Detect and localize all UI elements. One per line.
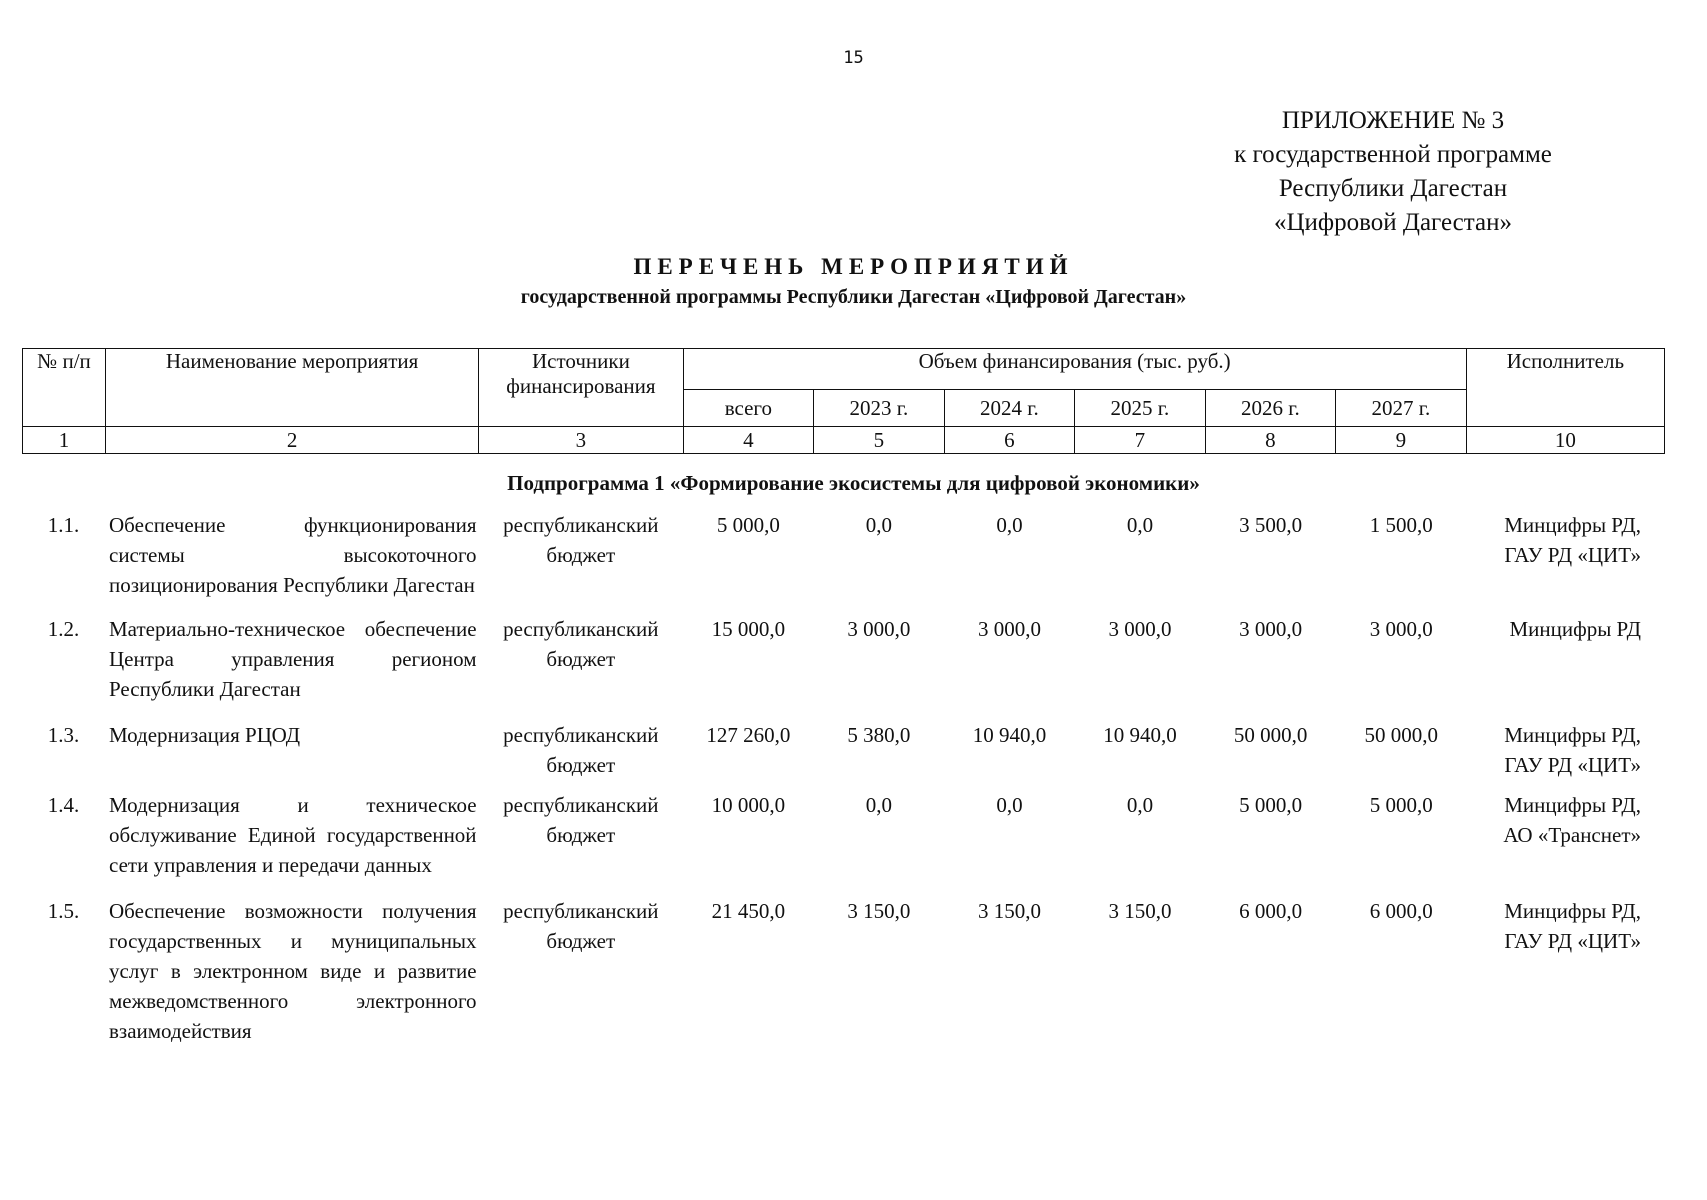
amount-2026: 3 000,0	[1239, 617, 1303, 641]
table-row	[22, 790, 1665, 896]
measure-name: Материально-техническое обеспечение Центра управления регионом Республики Дагестан	[109, 617, 477, 701]
executor: Минцифры РД, ГАУ РД «ЦИТ»	[1504, 899, 1641, 953]
column-number: 5	[814, 427, 945, 454]
amount-2025: 0,0	[1126, 513, 1154, 537]
header-table	[22, 348, 1665, 454]
table-row	[22, 720, 1665, 790]
amount-2027: 6 000,0	[1369, 899, 1433, 923]
appendix-line: к государственной программе	[1234, 141, 1552, 168]
header-num: № п/п	[23, 349, 106, 427]
measures-table	[22, 510, 1665, 1046]
amount-2027: 5 000,0	[1369, 793, 1433, 817]
page-number: 15	[843, 48, 864, 68]
row-number: 1.3.	[47, 723, 80, 747]
funding-source: республиканский бюджет	[503, 723, 659, 777]
amount-total: 10 000,0	[711, 793, 786, 817]
amount-2026: 5 000,0	[1239, 793, 1303, 817]
measure-name: Модернизация и техническое обслуживание Единой государственной сети управления и передачи данных	[109, 793, 477, 877]
row-number: 1.2.	[47, 617, 80, 641]
amount-2023: 0,0	[865, 793, 893, 817]
column-number: 3	[479, 427, 683, 454]
table-row	[22, 896, 1665, 1046]
appendix-block	[1183, 104, 1603, 240]
amount-2025: 10 940,0	[1103, 723, 1177, 747]
header-name: Наименование мероприятия	[105, 349, 478, 427]
table-row	[22, 614, 1665, 720]
header-year: 2023 г.	[814, 390, 945, 427]
header-year: 2027 г.	[1336, 390, 1467, 427]
executor: Минцифры РД, ГАУ РД «ЦИТ»	[1504, 723, 1641, 777]
executor: Минцифры РД	[1509, 617, 1641, 641]
header-total: всего	[683, 390, 814, 427]
amount-total: 5 000,0	[716, 513, 780, 537]
document-title: ПЕРЕЧЕНЬ МЕРОПРИЯТИЙ	[633, 254, 1074, 279]
amount-2027: 1 500,0	[1369, 513, 1433, 537]
column-number: 2	[105, 427, 478, 454]
executor: Минцифры РД, АО «Транснет»	[1503, 793, 1641, 847]
column-number: 7	[1075, 427, 1206, 454]
amount-2023: 3 150,0	[847, 899, 911, 923]
subprogram-heading: Подпрограмма 1 «Формирование экосистемы для цифровой экономики»	[507, 471, 1200, 495]
measure-name: Модернизация РЦОД	[109, 723, 301, 747]
header-volume: Объем финансирования (тыс. руб.)	[683, 349, 1466, 390]
amount-2023: 3 000,0	[847, 617, 911, 641]
row-number: 1.1.	[47, 513, 80, 537]
column-number: 4	[683, 427, 814, 454]
amount-total: 21 450,0	[711, 899, 786, 923]
measure-name: Обеспечение возможности получения государственных и муниципальных услуг в электронном виде и развитие межведомственного электронного взаимодействия	[109, 899, 477, 1043]
amount-2024: 0,0	[996, 513, 1023, 537]
executor: Минцифры РД, ГАУ РД «ЦИТ»	[1504, 513, 1641, 567]
amount-total: 15 000,0	[711, 617, 786, 641]
appendix-line: Республики Дагестан	[1278, 175, 1508, 202]
header-source: Источники финансирования	[479, 349, 683, 427]
header-year: 2024 г.	[944, 390, 1075, 427]
header-executor: Исполнитель	[1466, 349, 1664, 427]
amount-2025: 3 000,0	[1108, 617, 1172, 641]
amount-2024: 3 150,0	[977, 899, 1041, 923]
amount-2024: 3 000,0	[977, 617, 1041, 641]
funding-source: республиканский бюджет	[503, 617, 659, 671]
row-number: 1.4.	[47, 793, 80, 817]
amount-2026: 3 500,0	[1239, 513, 1303, 537]
amount-2027: 50 000,0	[1364, 723, 1438, 747]
funding-source: республиканский бюджет	[503, 513, 659, 567]
appendix-line: ПРИЛОЖЕНИЕ № 3	[1281, 107, 1505, 134]
amount-2023: 0,0	[865, 513, 893, 537]
column-number: 10	[1466, 427, 1664, 454]
header-year: 2026 г.	[1205, 390, 1336, 427]
amount-2023: 5 380,0	[847, 723, 911, 747]
amount-2025: 3 150,0	[1108, 899, 1172, 923]
column-number: 9	[1336, 427, 1467, 454]
amount-2026: 50 000,0	[1233, 723, 1308, 747]
amount-2026: 6 000,0	[1239, 899, 1303, 923]
amount-total: 127 260,0	[706, 723, 791, 747]
column-number: 1	[23, 427, 106, 454]
appendix-line: «Цифровой Дагестан»	[1274, 209, 1512, 236]
amount-2027: 3 000,0	[1369, 617, 1433, 641]
funding-source: республиканский бюджет	[503, 899, 659, 953]
row-number: 1.5.	[47, 899, 80, 923]
measure-name: Обеспечение функционирования системы высокоточного позиционирования Республики Дагестан	[109, 513, 477, 597]
amount-2024: 10 940,0	[972, 723, 1047, 747]
column-number: 6	[944, 427, 1075, 454]
document-subtitle: государственной программы Республики Дагестан «Цифровой Дагестан»	[520, 286, 1187, 308]
amount-2024: 0,0	[996, 793, 1023, 817]
table-row	[22, 510, 1665, 614]
funding-source: республиканский бюджет	[503, 793, 659, 847]
amount-2025: 0,0	[1126, 793, 1154, 817]
column-number: 8	[1205, 427, 1336, 454]
header-year: 2025 г.	[1075, 390, 1206, 427]
